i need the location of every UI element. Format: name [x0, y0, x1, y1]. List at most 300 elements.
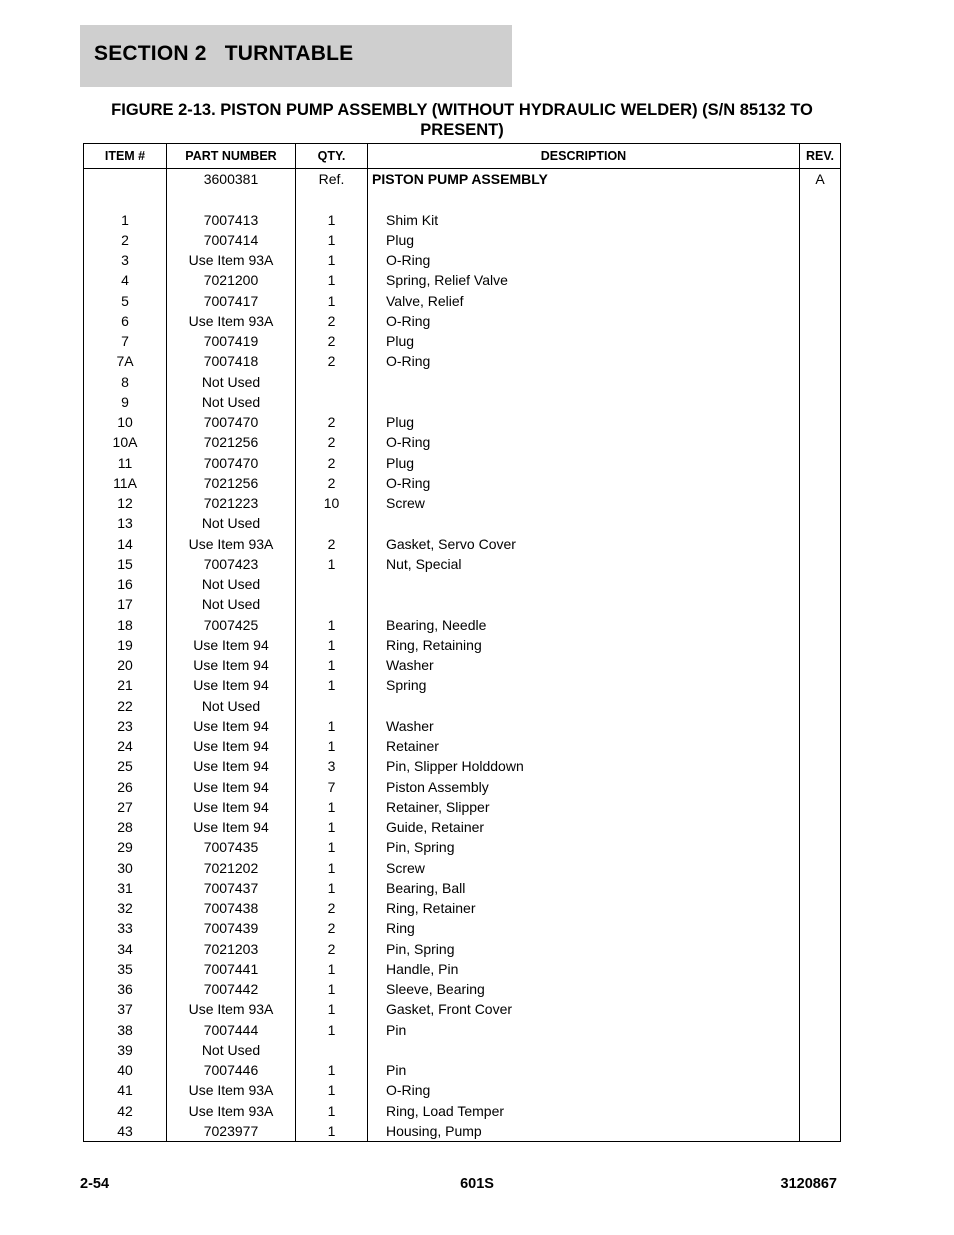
- cell-item: 24: [84, 736, 167, 756]
- table-row: [84, 1060, 841, 1080]
- cell-qty: [296, 696, 368, 716]
- cell-description: Gasket, Servo Cover: [368, 534, 800, 554]
- cell-description: [368, 513, 800, 533]
- cell-part-number: 7021202: [167, 858, 296, 878]
- table-row: [84, 574, 841, 594]
- cell-qty: 2: [296, 351, 368, 371]
- cell-qty: 1: [296, 979, 368, 999]
- cell-part-number: 7021200: [167, 270, 296, 290]
- cell-item: 29: [84, 837, 167, 857]
- cell-description: O-Ring: [368, 1080, 800, 1100]
- parts-table: [83, 143, 841, 1142]
- cell-qty: 2: [296, 331, 368, 351]
- cell-rev: [800, 736, 841, 756]
- cell-rev: [800, 1020, 841, 1040]
- cell-item: 42: [84, 1101, 167, 1121]
- cell-qty: 2: [296, 453, 368, 473]
- cell-description: Valve, Relief: [368, 291, 800, 311]
- cell-description: [368, 574, 800, 594]
- header-part-number: PART NUMBER: [167, 144, 296, 169]
- cell-rev: [800, 291, 841, 311]
- cell-description: Ring, Retaining: [368, 635, 800, 655]
- cell-description: Pin, Spring: [368, 837, 800, 857]
- cell-part-number: 7007439: [167, 918, 296, 938]
- cell-part-number: Use Item 93A: [167, 250, 296, 270]
- cell-qty: 1: [296, 270, 368, 290]
- cell-rev: [800, 594, 841, 614]
- table-row: [84, 918, 841, 938]
- cell-qty: [296, 574, 368, 594]
- table-row: [84, 736, 841, 756]
- cell-item: 15: [84, 554, 167, 574]
- table-row: [84, 372, 841, 392]
- page-number: 2-54: [80, 1176, 110, 1192]
- cell-qty: 2: [296, 412, 368, 432]
- cell-part-number: 7007444: [167, 1020, 296, 1040]
- cell-qty: [296, 392, 368, 412]
- cell-part-number: 7021203: [167, 939, 296, 959]
- cell-item: 10A: [84, 432, 167, 452]
- cell-description: Piston Assembly: [368, 777, 800, 797]
- table-row: [84, 534, 841, 554]
- cell-description: O-Ring: [368, 311, 800, 331]
- table-row: [84, 675, 841, 695]
- cell-description: Plug: [368, 453, 800, 473]
- figure-title: FIGURE 2-13. PISTON PUMP ASSEMBLY (WITHOUT HYDRAULIC WELDER) (S/N 85132 TO PRESENT): [111, 101, 813, 139]
- cell-part-number: 7023977: [167, 1121, 296, 1142]
- cell-description: Retainer, Slipper: [368, 797, 800, 817]
- cell-description: [368, 696, 800, 716]
- cell-item: 38: [84, 1020, 167, 1040]
- cell-qty: 1: [296, 1060, 368, 1080]
- cell-part-number: Not Used: [167, 574, 296, 594]
- cell-item: 9: [84, 392, 167, 412]
- table-row: [84, 554, 841, 574]
- cell-item: 23: [84, 716, 167, 736]
- cell-description: Pin, Slipper Holddown: [368, 756, 800, 776]
- cell-qty: 1: [296, 837, 368, 857]
- cell-part-number: 7021223: [167, 493, 296, 513]
- table-row: [84, 230, 841, 250]
- table-row: [84, 270, 841, 290]
- table-row: [84, 797, 841, 817]
- table-row: [84, 291, 841, 311]
- cell-item: 13: [84, 513, 167, 533]
- cell-part-number: 3600381: [167, 169, 296, 190]
- cell-item: 16: [84, 574, 167, 594]
- cell-rev: [800, 797, 841, 817]
- cell-part-number: 7021256: [167, 473, 296, 493]
- cell-item: 41: [84, 1080, 167, 1100]
- cell-part-number: 7007423: [167, 554, 296, 574]
- cell-part-number: 7007470: [167, 412, 296, 432]
- cell-part-number: Use Item 93A: [167, 311, 296, 331]
- cell-qty: Ref.: [296, 169, 368, 190]
- cell-rev: [800, 574, 841, 594]
- cell-part-number: [167, 189, 296, 209]
- table-row: [84, 250, 841, 270]
- cell-part-number: 7007413: [167, 210, 296, 230]
- cell-rev: [800, 939, 841, 959]
- cell-qty: 2: [296, 939, 368, 959]
- table-row: [84, 979, 841, 999]
- table-row: [84, 858, 841, 878]
- cell-item: 6: [84, 311, 167, 331]
- cell-item: 34: [84, 939, 167, 959]
- table-row: [84, 392, 841, 412]
- table-row: [84, 493, 841, 513]
- cell-description: Bearing, Needle: [368, 615, 800, 635]
- cell-rev: [800, 432, 841, 452]
- cell-qty: [296, 1040, 368, 1060]
- cell-description: Screw: [368, 493, 800, 513]
- cell-part-number: Use Item 93A: [167, 1101, 296, 1121]
- cell-rev: [800, 696, 841, 716]
- table-body: [84, 169, 841, 1142]
- cell-qty: 1: [296, 736, 368, 756]
- cell-item: 40: [84, 1060, 167, 1080]
- cell-qty: 1: [296, 210, 368, 230]
- cell-item: 7: [84, 331, 167, 351]
- cell-rev: [800, 1080, 841, 1100]
- cell-item: 17: [84, 594, 167, 614]
- cell-part-number: Use Item 94: [167, 777, 296, 797]
- table-row: [84, 878, 841, 898]
- cell-part-number: Use Item 93A: [167, 534, 296, 554]
- cell-description: Plug: [368, 230, 800, 250]
- table-row: [84, 756, 841, 776]
- cell-part-number: Use Item 94: [167, 797, 296, 817]
- cell-description: Retainer: [368, 736, 800, 756]
- cell-rev: [800, 513, 841, 533]
- table-row: [84, 1101, 841, 1121]
- cell-rev: [800, 189, 841, 209]
- cell-item: 28: [84, 817, 167, 837]
- cell-item: 30: [84, 858, 167, 878]
- cell-rev: [800, 453, 841, 473]
- cell-part-number: Use Item 93A: [167, 999, 296, 1019]
- cell-description: Sleeve, Bearing: [368, 979, 800, 999]
- cell-description: Ring, Retainer: [368, 898, 800, 918]
- table-row: [84, 1040, 841, 1060]
- cell-rev: [800, 372, 841, 392]
- cell-qty: 2: [296, 473, 368, 493]
- cell-qty: 2: [296, 311, 368, 331]
- cell-description: Plug: [368, 331, 800, 351]
- cell-part-number: 7007414: [167, 230, 296, 250]
- cell-part-number: 7007417: [167, 291, 296, 311]
- cell-item: 11: [84, 453, 167, 473]
- cell-item: 12: [84, 493, 167, 513]
- table-row: [84, 513, 841, 533]
- cell-description: Handle, Pin: [368, 959, 800, 979]
- cell-item: 4: [84, 270, 167, 290]
- header-qty: QTY.: [296, 144, 368, 169]
- cell-description: [368, 372, 800, 392]
- table-row: [84, 412, 841, 432]
- cell-description: Washer: [368, 716, 800, 736]
- table-row: [84, 817, 841, 837]
- cell-qty: 1: [296, 878, 368, 898]
- cell-description: [368, 594, 800, 614]
- cell-description: Pin, Spring: [368, 939, 800, 959]
- table-row: [84, 311, 841, 331]
- cell-part-number: Not Used: [167, 1040, 296, 1060]
- cell-item: [84, 169, 167, 190]
- cell-item: 8: [84, 372, 167, 392]
- cell-rev: A: [800, 169, 841, 190]
- cell-description: Washer: [368, 655, 800, 675]
- cell-rev: [800, 898, 841, 918]
- cell-description: Shim Kit: [368, 210, 800, 230]
- cell-qty: 1: [296, 1080, 368, 1100]
- cell-item: 36: [84, 979, 167, 999]
- cell-item: 39: [84, 1040, 167, 1060]
- header-rev: REV.: [800, 144, 841, 169]
- cell-qty: 1: [296, 635, 368, 655]
- table-row: [84, 635, 841, 655]
- table-row: [84, 189, 841, 209]
- table-row: [84, 999, 841, 1019]
- cell-item: 25: [84, 756, 167, 776]
- table-header-row: [84, 144, 841, 169]
- cell-qty: 7: [296, 777, 368, 797]
- cell-description: Pin: [368, 1020, 800, 1040]
- table-row: [84, 655, 841, 675]
- table-row: [84, 594, 841, 614]
- table-row: [84, 432, 841, 452]
- cell-part-number: Not Used: [167, 696, 296, 716]
- table-row: [84, 898, 841, 918]
- cell-rev: [800, 412, 841, 432]
- table-row: [84, 939, 841, 959]
- cell-qty: 1: [296, 1101, 368, 1121]
- cell-part-number: Use Item 94: [167, 655, 296, 675]
- cell-rev: [800, 858, 841, 878]
- cell-description: [368, 189, 800, 209]
- table-row: [84, 210, 841, 230]
- table-row: [84, 453, 841, 473]
- cell-rev: [800, 655, 841, 675]
- cell-description: O-Ring: [368, 432, 800, 452]
- table-row: [84, 615, 841, 635]
- cell-rev: [800, 1121, 841, 1142]
- cell-description: Bearing, Ball: [368, 878, 800, 898]
- cell-part-number: 7007446: [167, 1060, 296, 1080]
- cell-qty: 1: [296, 1121, 368, 1142]
- cell-description: O-Ring: [368, 351, 800, 371]
- cell-rev: [800, 756, 841, 776]
- cell-qty: 2: [296, 534, 368, 554]
- cell-description: Ring, Load Temper: [368, 1101, 800, 1121]
- cell-part-number: Use Item 94: [167, 716, 296, 736]
- cell-rev: [800, 351, 841, 371]
- cell-description: Gasket, Front Cover: [368, 999, 800, 1019]
- cell-item: 20: [84, 655, 167, 675]
- cell-part-number: Use Item 94: [167, 756, 296, 776]
- cell-qty: 2: [296, 898, 368, 918]
- cell-rev: [800, 1040, 841, 1060]
- cell-part-number: 7007438: [167, 898, 296, 918]
- cell-part-number: 7007470: [167, 453, 296, 473]
- table-row: [84, 473, 841, 493]
- cell-description: O-Ring: [368, 473, 800, 493]
- cell-qty: [296, 189, 368, 209]
- cell-qty: 1: [296, 959, 368, 979]
- cell-qty: 1: [296, 250, 368, 270]
- cell-description: Ring: [368, 918, 800, 938]
- cell-part-number: Use Item 94: [167, 675, 296, 695]
- cell-rev: [800, 230, 841, 250]
- cell-part-number: Use Item 94: [167, 817, 296, 837]
- table-row: [84, 1121, 841, 1142]
- cell-rev: [800, 979, 841, 999]
- cell-qty: 1: [296, 716, 368, 736]
- cell-qty: 1: [296, 655, 368, 675]
- cell-part-number: Use Item 94: [167, 736, 296, 756]
- cell-item: 5: [84, 291, 167, 311]
- cell-item: 37: [84, 999, 167, 1019]
- cell-part-number: 7007437: [167, 878, 296, 898]
- cell-rev: [800, 1101, 841, 1121]
- cell-rev: [800, 210, 841, 230]
- model-name: 601S: [460, 1176, 494, 1192]
- cell-item: 26: [84, 777, 167, 797]
- cell-qty: 1: [296, 1020, 368, 1040]
- cell-item: 43: [84, 1121, 167, 1142]
- cell-rev: [800, 615, 841, 635]
- cell-qty: 1: [296, 554, 368, 574]
- cell-part-number: 7007419: [167, 331, 296, 351]
- cell-description: Guide, Retainer: [368, 817, 800, 837]
- cell-description: Spring: [368, 675, 800, 695]
- cell-rev: [800, 999, 841, 1019]
- cell-qty: 10: [296, 493, 368, 513]
- cell-description: O-Ring: [368, 250, 800, 270]
- cell-qty: [296, 513, 368, 533]
- cell-qty: [296, 372, 368, 392]
- cell-rev: [800, 534, 841, 554]
- header-description: DESCRIPTION: [368, 144, 800, 169]
- cell-rev: [800, 473, 841, 493]
- cell-qty: 2: [296, 432, 368, 452]
- cell-description: Screw: [368, 858, 800, 878]
- document-number: 3120867: [780, 1176, 837, 1192]
- section-header: [80, 25, 512, 87]
- cell-description: Pin: [368, 1060, 800, 1080]
- cell-qty: 1: [296, 291, 368, 311]
- cell-rev: [800, 777, 841, 797]
- cell-rev: [800, 635, 841, 655]
- cell-item: [84, 189, 167, 209]
- cell-part-number: Use Item 94: [167, 635, 296, 655]
- table-row: [84, 1080, 841, 1100]
- cell-qty: 3: [296, 756, 368, 776]
- cell-item: 2: [84, 230, 167, 250]
- table-row: [84, 351, 841, 371]
- cell-rev: [800, 554, 841, 574]
- cell-rev: [800, 837, 841, 857]
- cell-part-number: 7021256: [167, 432, 296, 452]
- table-row: [84, 716, 841, 736]
- cell-part-number: Not Used: [167, 594, 296, 614]
- cell-item: 31: [84, 878, 167, 898]
- cell-item: 35: [84, 959, 167, 979]
- cell-description: Housing, Pump: [368, 1121, 800, 1142]
- cell-rev: [800, 817, 841, 837]
- table-row: [84, 1020, 841, 1040]
- cell-qty: 1: [296, 858, 368, 878]
- cell-rev: [800, 250, 841, 270]
- cell-rev: [800, 392, 841, 412]
- cell-qty: 1: [296, 999, 368, 1019]
- table-row: [84, 959, 841, 979]
- cell-qty: 2: [296, 918, 368, 938]
- section-title: SECTION 2 TURNTABLE: [94, 42, 354, 65]
- cell-qty: 1: [296, 230, 368, 250]
- cell-item: 18: [84, 615, 167, 635]
- cell-rev: [800, 918, 841, 938]
- cell-rev: [800, 675, 841, 695]
- cell-item: 22: [84, 696, 167, 716]
- cell-qty: 1: [296, 817, 368, 837]
- header-item: ITEM #: [84, 144, 167, 169]
- cell-rev: [800, 331, 841, 351]
- cell-part-number: Not Used: [167, 392, 296, 412]
- table-row: [84, 777, 841, 797]
- cell-part-number: 7007418: [167, 351, 296, 371]
- cell-qty: 1: [296, 675, 368, 695]
- cell-item: 33: [84, 918, 167, 938]
- cell-description: Plug: [368, 412, 800, 432]
- cell-item: 7A: [84, 351, 167, 371]
- cell-part-number: 7007425: [167, 615, 296, 635]
- cell-description: [368, 392, 800, 412]
- cell-item: 21: [84, 675, 167, 695]
- cell-item: 14: [84, 534, 167, 554]
- table-row: [84, 169, 841, 190]
- cell-item: 3: [84, 250, 167, 270]
- cell-part-number: Not Used: [167, 513, 296, 533]
- table-row: [84, 837, 841, 857]
- cell-rev: [800, 270, 841, 290]
- table-row: [84, 696, 841, 716]
- cell-rev: [800, 878, 841, 898]
- cell-qty: [296, 594, 368, 614]
- cell-item: 19: [84, 635, 167, 655]
- cell-item: 32: [84, 898, 167, 918]
- cell-part-number: 7007441: [167, 959, 296, 979]
- cell-part-number: Not Used: [167, 372, 296, 392]
- cell-qty: 1: [296, 797, 368, 817]
- cell-rev: [800, 1060, 841, 1080]
- cell-part-number: 7007442: [167, 979, 296, 999]
- cell-item: 10: [84, 412, 167, 432]
- cell-rev: [800, 959, 841, 979]
- cell-description: Nut, Special: [368, 554, 800, 574]
- cell-item: 1: [84, 210, 167, 230]
- cell-description: [368, 1040, 800, 1060]
- cell-rev: [800, 493, 841, 513]
- cell-rev: [800, 716, 841, 736]
- table-row: [84, 331, 841, 351]
- cell-rev: [800, 311, 841, 331]
- cell-qty: 1: [296, 615, 368, 635]
- cell-item: 27: [84, 797, 167, 817]
- cell-part-number: 7007435: [167, 837, 296, 857]
- cell-part-number: Use Item 93A: [167, 1080, 296, 1100]
- cell-item: 11A: [84, 473, 167, 493]
